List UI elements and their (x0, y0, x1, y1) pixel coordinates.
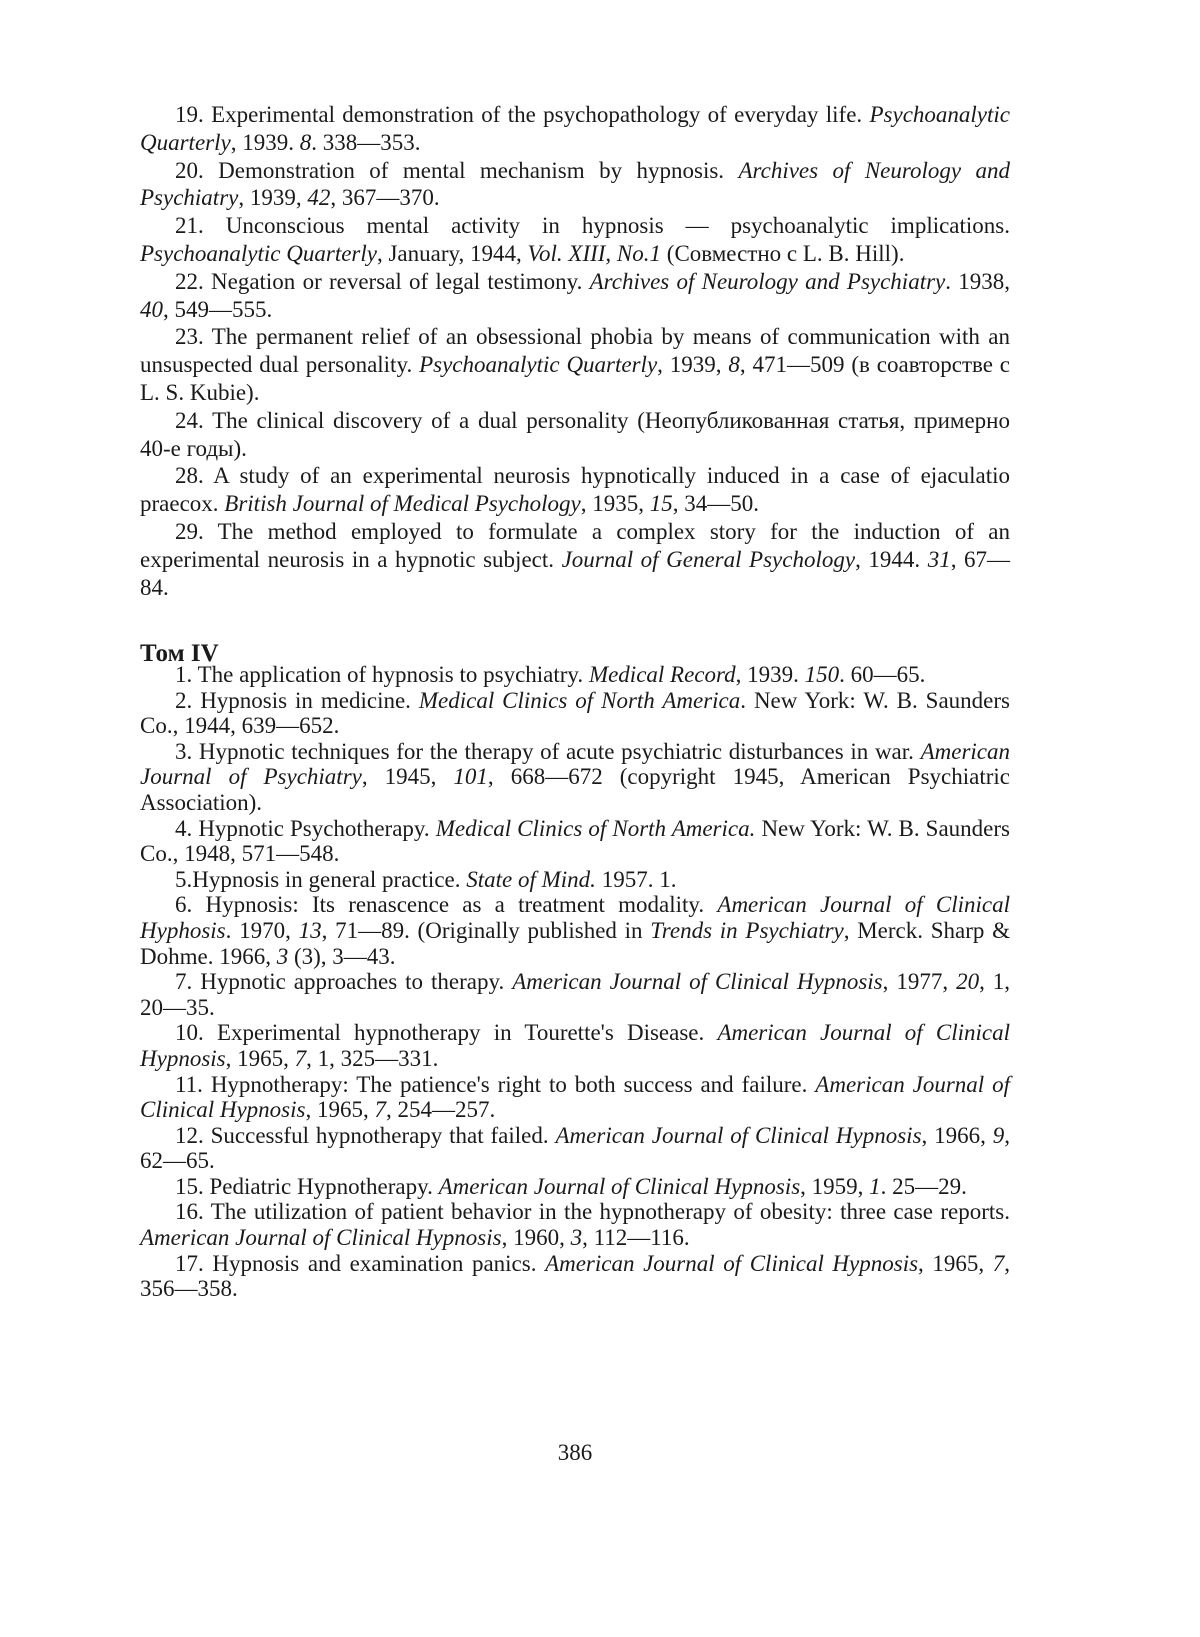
reference-source-italic: Trends in Psychiatry (650, 918, 843, 943)
reference-text: , January, 1944, (377, 241, 528, 266)
reference-entry (140, 1123, 1010, 1174)
reference-text: 19. Experimental demonstration of the psychopathology of everyday life. (175, 102, 869, 127)
reference-source-italic: 31 (928, 547, 951, 572)
reference-source-italic: 7 (295, 1046, 307, 1071)
reference-text: . 1938, (945, 269, 1010, 294)
reference-source-italic: Medical Clinics of North America (419, 688, 740, 713)
reference-text: , 549—555. (163, 297, 272, 322)
reference-source-italic: 1 (869, 1174, 881, 1199)
reference-source-italic: 150 (805, 662, 840, 687)
reference-source-italic: Archives of Neurology and Psychiatry (590, 269, 946, 294)
reference-entry (140, 212, 1010, 268)
reference-text: (Совместно с L. B. Hill). (661, 241, 904, 266)
reference-source-italic: American Journal of Clinical Hyphosis (140, 892, 1010, 943)
page-number: 386 (0, 1440, 1150, 1466)
reference-source-italic: 13 (299, 918, 322, 943)
reference-source-italic: American Journal of Clinical Hypnosis (512, 969, 882, 994)
reference-text: , 67—84. (140, 547, 1010, 600)
reference-text: (3), 3—43. (288, 944, 395, 969)
reference-source-italic: American Journal of Psychiatry (140, 739, 1010, 790)
reference-text: 29. The method employed to formulate a complex story for the induction of an experimental neurosis in a hypnotic subject. (140, 519, 1010, 572)
reference-text: , 254—257. (386, 1097, 495, 1122)
reference-source-italic: 15 (650, 491, 673, 516)
reference-text: 1957. 1. (596, 867, 677, 892)
reference-text: , 71—89. (Originally published in (322, 918, 651, 943)
reference-text: , 1, 325—331. (306, 1046, 438, 1071)
reference-entry (140, 323, 1010, 406)
reference-entry (140, 739, 1010, 816)
reference-text: 10. Experimental hypnotherapy in Tourette's Disease. (175, 1020, 717, 1045)
reference-text: , 1965, (918, 1251, 993, 1276)
reference-text: 17. Hypnosis and examination panics. (175, 1251, 545, 1276)
reference-text: , Merck. Sharp & Dohme. 1966, (140, 918, 1010, 969)
reference-source-italic: 8 (300, 130, 312, 155)
reference-text: 16. The utilization of patient behavior in the hypnotherapy of obesity: three case reports. (175, 1199, 1010, 1224)
reference-text: . 338—353. (311, 130, 420, 155)
reference-text: , 356—358. (140, 1251, 1010, 1302)
reference-source-italic: 8 (728, 352, 740, 377)
reference-text: , 112—116. (582, 1225, 690, 1250)
reference-text: 23. The permanent relief of an obsessional phobia by means of communication with an unsuspected dual personality. (140, 324, 1010, 377)
reference-text: 24. The clinical discovery of a dual personality (Неопубликованная статья, примерно 40-е годы). (140, 408, 1010, 461)
reference-text: , 1945, (362, 764, 454, 789)
reference-text: , 1959, (800, 1174, 869, 1199)
reference-entry (140, 462, 1010, 518)
reference-entry (140, 969, 1010, 1020)
reference-entry (140, 101, 1010, 157)
reference-source-italic: Psychoanalytic Quarterly (140, 102, 1010, 155)
volume-3-references (140, 101, 1010, 601)
reference-text: 21. Unconscious mental activity in hypnosis — psychoanalytic implications. (175, 213, 1010, 238)
reference-text: , 34—50. (673, 491, 759, 516)
reference-entry (140, 1020, 1010, 1071)
reference-text: , 1960, (502, 1225, 571, 1250)
reference-source-italic: Psychoanalytic Quarterly (140, 241, 377, 266)
reference-text: , 1, 20—35. (140, 969, 1010, 1020)
reference-text: 7. Hypnotic approaches to therapy. (175, 969, 512, 994)
reference-text: , 1939, (238, 185, 307, 210)
reference-entry (140, 268, 1010, 324)
reference-source-italic: Medical Record (589, 662, 736, 687)
reference-entry (140, 662, 1010, 688)
reference-text: 11. Hypnotherapy: The patience's right to both success and failure. (175, 1072, 815, 1097)
reference-source-italic: 7 (993, 1251, 1005, 1276)
reference-source-italic: Archives of Neurology and Psychiatry (140, 158, 1010, 211)
reference-text: 22. Negation or reversal of legal testimony. (175, 269, 590, 294)
reference-source-italic: State of Mind. (466, 867, 596, 892)
reference-text: , 1944. (855, 547, 928, 572)
reference-text: 6. Hypnosis: Its renascence as a treatment modality. (175, 892, 717, 917)
reference-source-italic: 3 (571, 1225, 583, 1250)
reference-source-italic: 42 (307, 185, 330, 210)
reference-text: 1. The application of hypnosis to psychiatry. (175, 662, 589, 687)
reference-source-italic: American Journal of Clinical Hypnosis (140, 1225, 502, 1250)
reference-entry (140, 867, 1010, 893)
section-heading-volume-4: Том IV (140, 640, 219, 668)
reference-text: 5.Hypnosis in general practice. (175, 867, 466, 892)
reference-text: , 1939, (657, 352, 728, 377)
reference-entry (140, 1072, 1010, 1123)
reference-text: , 1966, (922, 1123, 993, 1148)
reference-source-italic: British Journal of Medical Psychology (224, 491, 580, 516)
volume-4-references (140, 662, 1010, 1302)
reference-entry (140, 407, 1010, 463)
reference-text: , 668—672 (copyright 1945, American Psychiatric Association). (140, 764, 1010, 815)
reference-entry (140, 1199, 1010, 1250)
reference-source-italic: 40 (140, 297, 163, 322)
reference-entry (140, 688, 1010, 739)
reference-text: 2. Hypnosis in medicine. (175, 688, 419, 713)
reference-text: , 471—509 (в соавторстве с L. S. Kubie). (140, 352, 1010, 405)
reference-text: 12. Successful hypnotherapy that failed. (175, 1123, 556, 1148)
reference-source-italic: 9 (993, 1123, 1005, 1148)
reference-entry (140, 157, 1010, 213)
reference-source-italic: American Journal of Clinical Hypnosis (545, 1251, 918, 1276)
reference-text: 3. Hypnotic techniques for the therapy of acute psychiatric disturbances in war. (175, 739, 921, 764)
reference-text: , 1965, (226, 1046, 295, 1071)
reference-text: , 367—370. (330, 185, 439, 210)
reference-entry (140, 518, 1010, 601)
reference-text: , 1939. (231, 130, 300, 155)
reference-text: , 1935, (581, 491, 650, 516)
reference-entry (140, 1251, 1010, 1302)
reference-source-italic: American Journal of Clinical Hypnosis (556, 1123, 922, 1148)
reference-source-italic: American Journal of Clinical Hypnosis (140, 1020, 1010, 1071)
reference-source-italic: 20 (956, 969, 979, 994)
reference-entry (140, 1174, 1010, 1200)
reference-source-italic: American Journal of Clinical Hypnosis (140, 1072, 1010, 1123)
reference-source-italic: Journal of General Psychology (562, 547, 856, 572)
reference-source-italic: Medical Clinics of North America. (436, 816, 756, 841)
reference-text: . 1970, (226, 918, 299, 943)
reference-source-italic: Vol. XIII, No.1 (528, 241, 662, 266)
reference-text: 4. Hypnotic Psychotherapy. (175, 816, 436, 841)
reference-text: 15. Pediatric Hypnotherapy. (175, 1174, 439, 1199)
reference-text: New York: W. B. Saunders Co., 1948, 571—548. (140, 816, 1010, 867)
reference-text: , 1977, (883, 969, 956, 994)
reference-entry (140, 892, 1010, 969)
reference-entry (140, 816, 1010, 867)
reference-source-italic: 3 (277, 944, 289, 969)
reference-source-italic: American Journal of Clinical Hypnosis (439, 1174, 801, 1199)
reference-text: 28. A study of an experimental neurosis hypnotically induced in a case of ejaculatio praecox. (140, 463, 1010, 516)
reference-text: . New York: W. B. Saunders Co., 1944, 639—652. (140, 688, 1010, 739)
reference-text: . 60—65. (839, 662, 925, 687)
reference-source-italic: 101 (453, 764, 488, 789)
reference-text: 20. Demonstration of mental mechanism by hypnosis. (175, 158, 738, 183)
reference-text: , 1965, (305, 1097, 374, 1122)
reference-text: , 62—65. (140, 1123, 1010, 1174)
reference-source-italic: 7 (374, 1097, 386, 1122)
reference-source-italic: Psychoanalytic Quarterly (419, 352, 657, 377)
reference-text: . 25—29. (881, 1174, 967, 1199)
reference-text: , 1939. (736, 662, 805, 687)
